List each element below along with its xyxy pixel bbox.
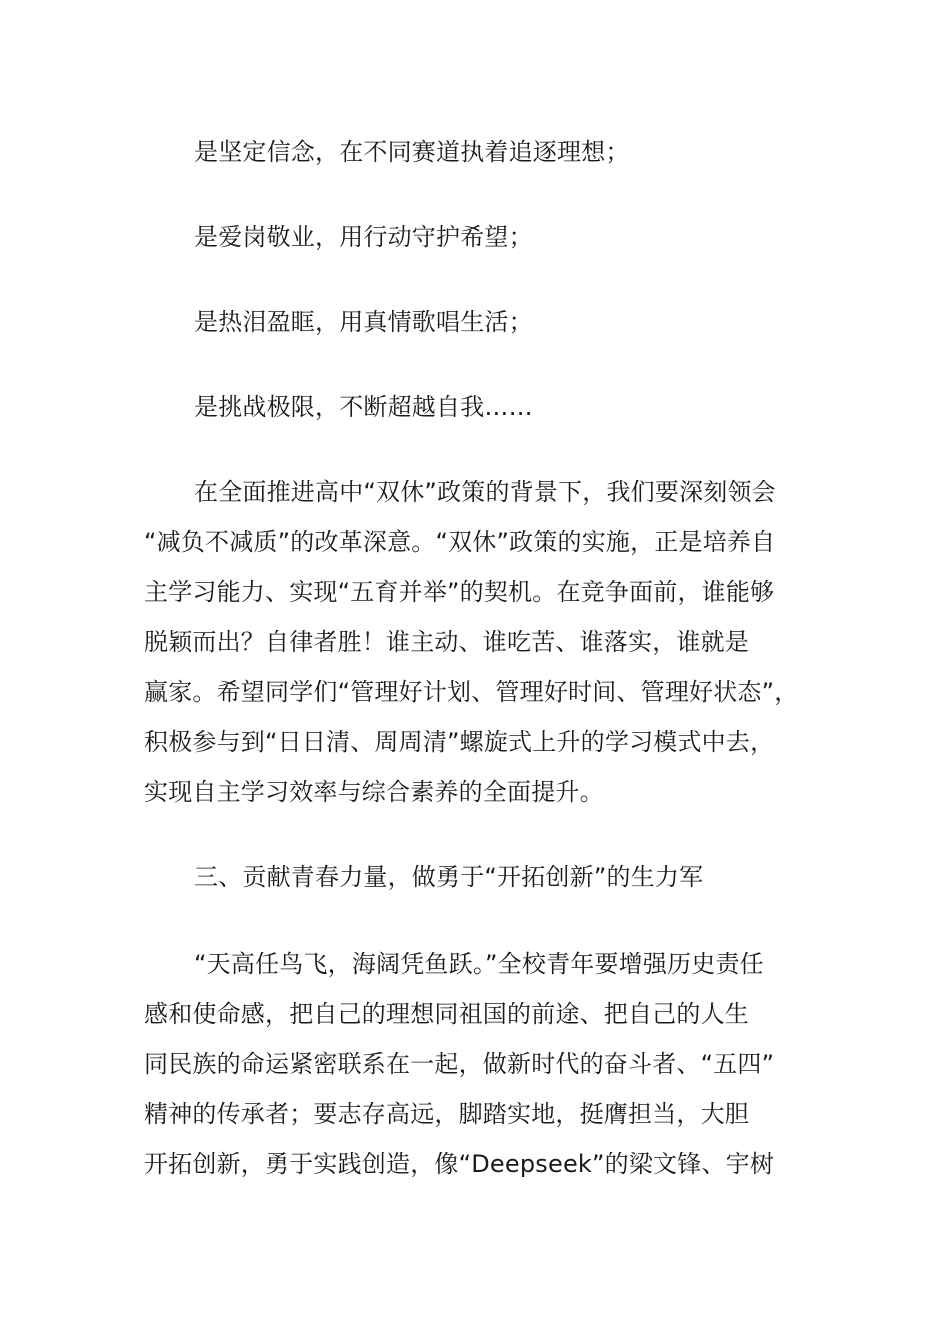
paragraph-line: 在全面推进高中“双休”政策的背景下，我们要深刻领会 [194,478,776,506]
paragraph-line: 是热泪盈眶，用真情歌唱生活； [194,308,533,336]
paragraph-line: 是爱岗敬业，用行动守护希望； [194,223,533,251]
paragraph-line: 主学习能力、实现“五育并举”的契机。在竞争面前，谁能够 [144,578,775,606]
paragraph-line: “天高任鸟飞，海阔凭鱼跃。”全校青年要增强历史责任 [194,950,764,978]
paragraph-line: “减负不减质”的改革深意。“双休”政策的实施，正是培养自 [144,528,776,556]
paragraph-line: 同民族的命运紧密联系在一起，做新时代的奋斗者、“五四” [144,1050,775,1078]
paragraph-line: 是挑战极限，不断超越自我…… [194,393,533,421]
paragraph-line: 精神的传承者；要志存高远，脚踏实地，挺膺担当，大胆 [144,1100,749,1128]
paragraph-line: 开拓创新，勇于实践创造，像“Deepseek”的梁文锋、宇树 [144,1150,775,1178]
paragraph-line: 积极参与到“日日清、周周清”螺旋式上升的学习模式中去， [144,728,775,756]
section-heading: 三、贡献青春力量，做勇于“开拓创新”的生力军 [194,863,704,891]
paragraph-line: 是坚定信念，在不同赛道执着追逐理想； [194,138,630,166]
paragraph-line: 赢家。希望同学们“管理好计划、管理好时间、管理好状态”， [144,678,799,706]
paragraph-line: 感和使命感，把自己的理想同祖国的前途、把自己的人生 [144,1000,749,1028]
paragraph-line: 实现自主学习效率与综合素养的全面提升。 [144,778,604,806]
paragraph-line: 脱颖而出？自律者胜！谁主动、谁吃苦、谁落实，谁就是 [144,628,749,656]
